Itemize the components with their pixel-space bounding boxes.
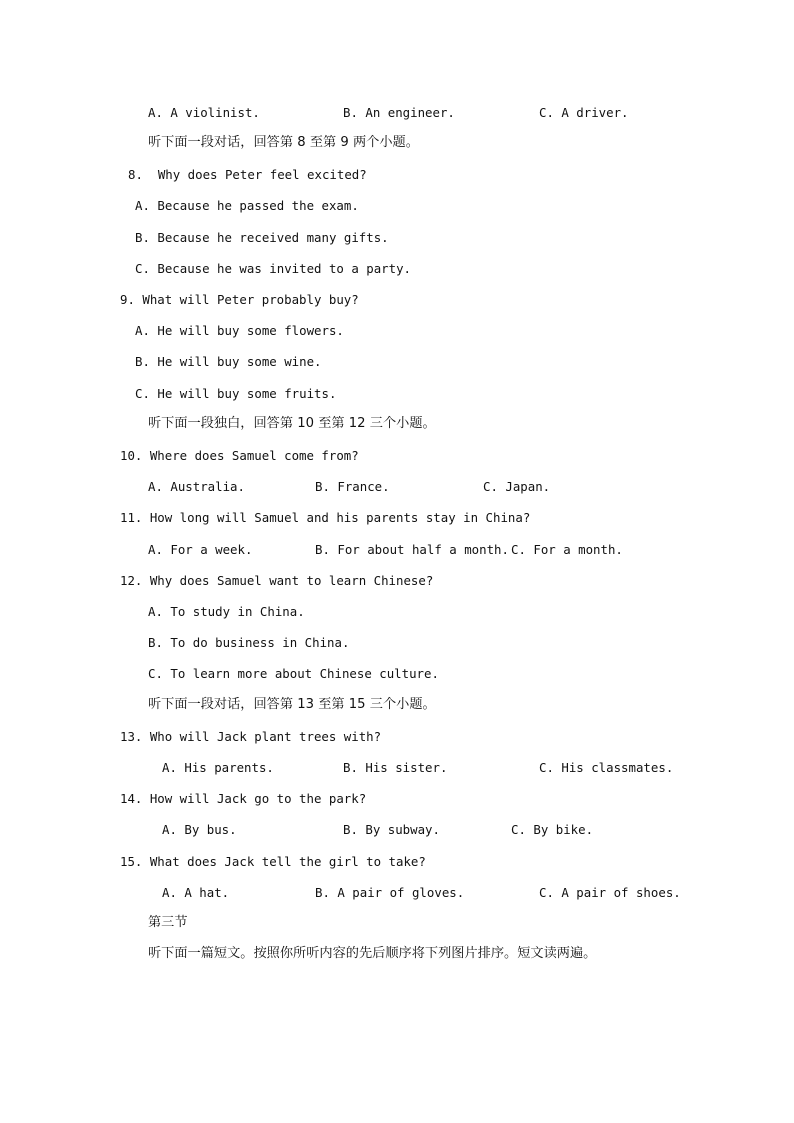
q7-option-a: A. A violinist. [148,105,260,120]
instruction-13-15: 听下面一段对话，回答第 13 至第 15 三个小题。 [148,697,436,712]
instruction-8-9: 听下面一段对话，回答第 8 至第 9 两个小题。 [148,135,419,150]
q15-option-a: A. A hat. [162,885,230,900]
q13-option-a: A. His parents. [162,760,274,775]
q7-option-b: B. An engineer. [343,105,455,120]
q13-question: 13. Who will Jack plant trees with? [120,729,382,744]
q12-option-c: C. To learn more about Chinese culture. [148,666,439,681]
q12-question: 12. Why does Samuel want to learn Chinese? [120,573,434,588]
q11-option-c: C. For a month. [511,542,623,557]
q14-option-c: C. By bike. [511,822,594,837]
q9-option-a: A. He will buy some flowers. [135,323,344,338]
q10-option-b: B. France. [315,479,390,494]
q13-option-b: B. His sister. [343,760,448,775]
q8-option-a: A. Because he passed the exam. [135,198,359,213]
q9-option-c: C. He will buy some fruits. [135,386,337,401]
q12-option-b: B. To do business in China. [148,635,350,650]
q10-option-a: A. Australia. [148,479,245,494]
q13-option-c: C. His classmates. [539,760,674,775]
q15-option-b: B. A pair of gloves. [315,885,465,900]
q9-question: 9. What will Peter probably buy? [120,292,359,307]
q15-question: 15. What does Jack tell the girl to take? [120,854,426,869]
instruction-10-12: 听下面一段独白，回答第 10 至第 12 三个小题。 [148,416,436,431]
q15-option-c: C. A pair of shoes. [539,885,681,900]
q10-question: 10. Where does Samuel come from? [120,448,359,463]
q11-question: 11. How long will Samuel and his parents stay in China? [120,510,531,525]
q9-option-b: B. He will buy some wine. [135,354,322,369]
q11-option-a: A. For a week. [148,542,253,557]
q8-option-c: C. Because he was invited to a party. [135,261,412,276]
q8-option-b: B. Because he received many gifts. [135,230,389,245]
q14-option-b: B. By subway. [343,822,440,837]
section3-title: 第三节 [148,915,188,930]
q12-option-a: A. To study in China. [148,604,305,619]
q14-question: 14. How will Jack go to the park? [120,791,367,806]
section3-instruction: 听下面一篇短文。按照你所听内容的先后顺序将下列图片排序。短文读两遍。 [148,946,597,961]
q7-option-c: C. A driver. [539,105,629,120]
q8-question: 8. Why does Peter feel excited? [128,167,367,182]
q11-option-b: B. For about half a month. [315,542,509,557]
q10-option-c: C. Japan. [483,479,551,494]
q14-option-a: A. By bus. [162,822,237,837]
